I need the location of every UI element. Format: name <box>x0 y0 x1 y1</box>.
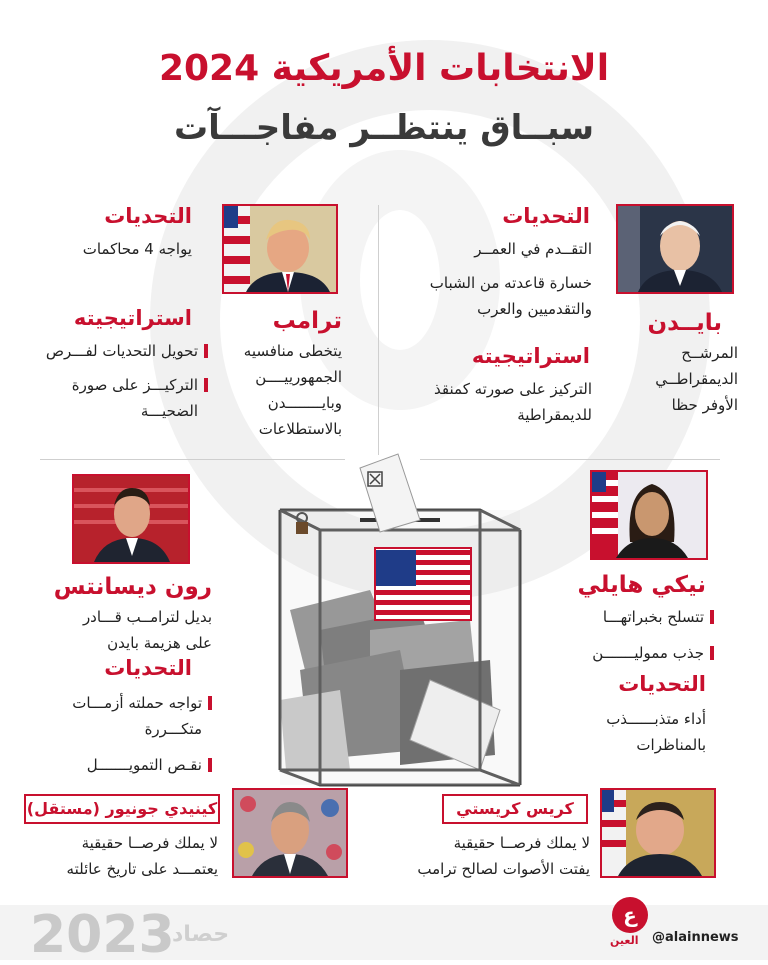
trump-strategy-item-cont: الضحيـــة <box>140 402 198 420</box>
footer-series: حصاد <box>172 922 230 947</box>
desantis-name: رون ديسانتس <box>53 574 212 600</box>
biden-strategy <box>372 376 592 428</box>
trump-strategy <box>18 338 208 424</box>
christie-name: كريس كريستي <box>442 794 588 824</box>
biden-profile-line: الديمقراطــي <box>655 370 738 388</box>
desantis-profile <box>12 604 212 656</box>
christie-point-item: لا يملك فرصــا حقيقية <box>453 834 590 852</box>
kennedy-name: كينيدي جونيور (مستقل) <box>24 794 220 824</box>
haley-point-item: تتسلح بخبراتهـــا <box>524 604 714 630</box>
alain-logo-text: العين <box>610 934 639 947</box>
kennedy-point-item: يعتمـــد على تاريخ عائلته <box>66 860 218 878</box>
biden-strategy-item: التركيز على صورته كمنقذ <box>434 380 592 398</box>
kennedy-point-item: لا يملك فرصــا حقيقية <box>81 834 218 852</box>
biden-challenges-heading: التحديات <box>502 204 590 228</box>
biden-photo <box>616 204 734 294</box>
desantis-photo <box>72 474 190 564</box>
footer-handle: @alainnews <box>652 930 739 945</box>
trump-challenges-heading: التحديات <box>104 204 192 228</box>
haley-name: نيكي هايلي <box>577 572 706 598</box>
christie-photo <box>600 788 716 878</box>
desantis-challenges <box>12 690 212 778</box>
desantis-profile-line: على هزيمة بايدن <box>107 634 212 652</box>
haley-challenge-item: بالمناظرات <box>636 736 706 754</box>
trump-profile <box>202 338 342 442</box>
page-subtitle: سبــاق ينتظــر مفاجـــآت <box>173 108 595 148</box>
desantis-challenge-item: نقـص التمويـــــــل <box>12 752 212 778</box>
footer-year: 2023 <box>30 905 175 965</box>
haley-challenges-heading: التحديات <box>618 672 706 696</box>
trump-profile-line: يتخطى منافسيه <box>243 342 342 360</box>
trump-challenge-item: يواجه 4 محاكمات <box>82 240 192 258</box>
haley-points <box>524 604 714 666</box>
trump-strategy-item: التركيـــز على صورة <box>18 372 208 398</box>
trump-profile-line: وبايــــــــدن <box>267 394 342 412</box>
biden-challenges <box>372 236 592 322</box>
trump-strategy-heading: استراتيجيته <box>73 306 192 330</box>
page-title: الانتخابات الأمريكية 2024 <box>158 48 610 89</box>
biden-name: بايــدن <box>647 310 722 336</box>
haley-challenges <box>516 706 706 758</box>
trump-name: ترامب <box>272 308 342 334</box>
biden-profile-line: المرشــح <box>681 344 738 362</box>
biden-profile-line: الأوفر حظا <box>671 396 738 414</box>
kennedy-photo <box>232 788 348 878</box>
desantis-profile-line: بديل لترامــب قـــادر <box>82 608 212 626</box>
trump-challenges <box>32 236 192 262</box>
biden-strategy-item: للديمقراطية <box>517 406 592 424</box>
trump-profile-line: بالاستطلاعات <box>258 420 342 438</box>
christie-points <box>350 830 590 882</box>
desantis-challenge-item-cont: متكـــررة <box>144 720 202 738</box>
trump-photo <box>222 204 338 294</box>
biden-challenge-item: والتقدميين والعرب <box>477 300 592 318</box>
biden-challenge-item: خسارة قاعدته من الشباب <box>429 274 592 292</box>
kennedy-points <box>8 830 218 882</box>
christie-point-item: يفتت الأصوات لصالح ترامب <box>417 860 590 878</box>
desantis-challenge-item: تواجه حملته أزمـــات <box>12 690 212 716</box>
haley-challenge-item: أداء متذبــــــذب <box>606 710 706 728</box>
desantis-challenges-heading: التحديات <box>104 656 192 680</box>
trump-strategy-item: تحويل التحديات لفـــرص <box>18 338 208 364</box>
biden-challenge-item: التقــدم في العمــر <box>474 240 592 258</box>
haley-point-item: جذب مموليـــــــن <box>524 640 714 666</box>
ballot-box-illustration <box>250 440 530 790</box>
alain-logo-icon: ع <box>612 897 648 933</box>
haley-photo <box>590 470 708 560</box>
biden-strategy-heading: استراتيجيته <box>471 344 590 368</box>
trump-profile-line: الجمهورييــــن <box>255 368 342 386</box>
